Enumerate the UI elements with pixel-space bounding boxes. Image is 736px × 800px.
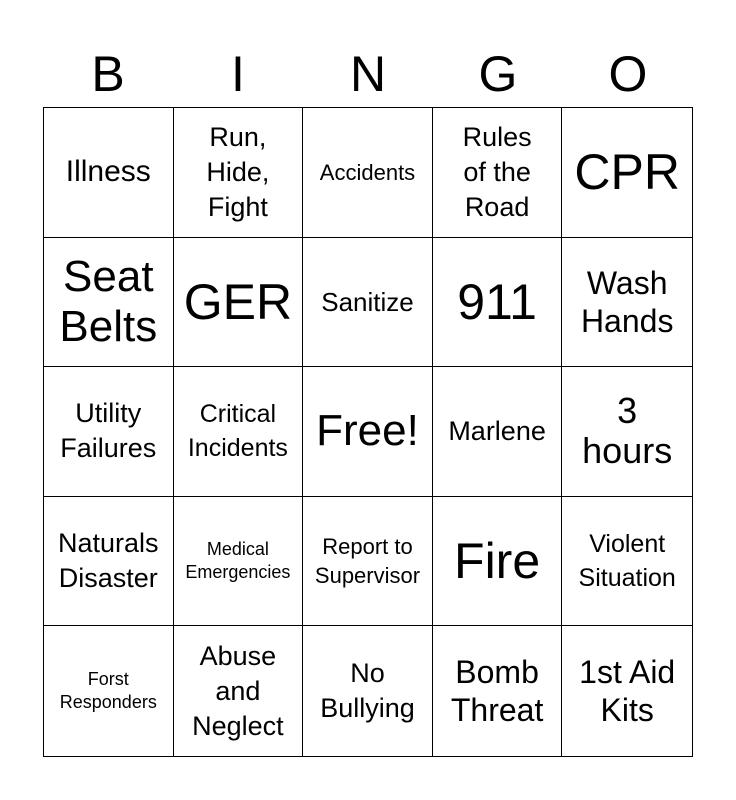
bingo-cell-1-3[interactable]: [303, 108, 433, 238]
bingo-cell-4-1[interactable]: [44, 497, 174, 627]
bingo-cell-2-1[interactable]: [44, 238, 174, 368]
bingo-card: [43, 107, 693, 757]
bingo-cell-5-4[interactable]: [433, 626, 563, 756]
bingo-header: [43, 44, 693, 104]
bingo-cell-2-3[interactable]: [303, 238, 433, 368]
bingo-cell-1-4[interactable]: [433, 108, 563, 238]
header-letter-o: O: [608, 46, 648, 102]
bingo-cell-4-2[interactable]: [174, 497, 304, 627]
cell-text: Bomb Threat: [450, 654, 544, 729]
bingo-cell-4-3[interactable]: [303, 497, 433, 627]
header-letter-i: I: [231, 46, 245, 102]
cell-text: 3 hours: [582, 390, 673, 472]
cell-text: Rules of the Road: [462, 121, 532, 222]
cell-text: Free!: [316, 406, 419, 456]
cell-text: Sanitize: [321, 286, 414, 317]
bingo-cell-1-1[interactable]: [44, 108, 174, 238]
bingo-cell-2-4[interactable]: [433, 238, 563, 368]
cell-text: No Bullying: [320, 658, 415, 724]
header-letter-b: B: [91, 46, 125, 102]
header-letter-g: G: [478, 46, 518, 102]
cell-text: Report to Supervisor: [314, 534, 421, 589]
bingo-cell-1-2[interactable]: [174, 108, 304, 238]
bingo-cell-1-5[interactable]: [562, 108, 692, 238]
cell-text: Accidents: [319, 159, 416, 185]
cell-text: Marlene: [448, 415, 546, 446]
bingo-cell-3-2[interactable]: [174, 367, 304, 497]
bingo-cell-3-1[interactable]: [44, 367, 174, 497]
cell-text: Seat Belts: [59, 251, 158, 351]
cell-text: Fire: [454, 533, 541, 590]
cell-text: GER: [183, 273, 293, 330]
bingo-cell-3-3[interactable]: [303, 367, 433, 497]
cell-text: Medical Emergencies: [185, 539, 291, 583]
header-letter-n: N: [349, 46, 387, 102]
cell-text: Wash Hands: [580, 264, 674, 339]
cell-text: Illness: [65, 155, 151, 189]
bingo-cell-4-4[interactable]: [433, 497, 563, 627]
cell-text: Critical Incidents: [187, 400, 288, 463]
cell-text: Naturals Disaster: [58, 528, 159, 594]
bingo-cell-3-5[interactable]: [562, 367, 692, 497]
bingo-cell-5-1[interactable]: [44, 626, 174, 756]
cell-text: Abuse and Neglect: [192, 640, 284, 741]
cell-text: Run, Hide, Fight: [206, 121, 270, 222]
bingo-cell-5-5[interactable]: [562, 626, 692, 756]
bingo-cell-2-5[interactable]: [562, 238, 692, 368]
bingo-cell-5-2[interactable]: [174, 626, 304, 756]
bingo-cell-4-5[interactable]: [562, 497, 692, 627]
cell-text: Forst Responders: [59, 669, 157, 713]
bingo-cell-2-2[interactable]: [174, 238, 304, 368]
bingo-cell-3-4[interactable]: [433, 367, 563, 497]
cell-text: CPR: [574, 144, 680, 201]
cell-text: 911: [457, 273, 537, 330]
cell-text: 1st Aid Kits: [579, 654, 676, 729]
cell-text: Violent Situation: [578, 530, 676, 593]
bingo-cell-5-3[interactable]: [303, 626, 433, 756]
cell-text: Utility Failures: [60, 398, 157, 464]
